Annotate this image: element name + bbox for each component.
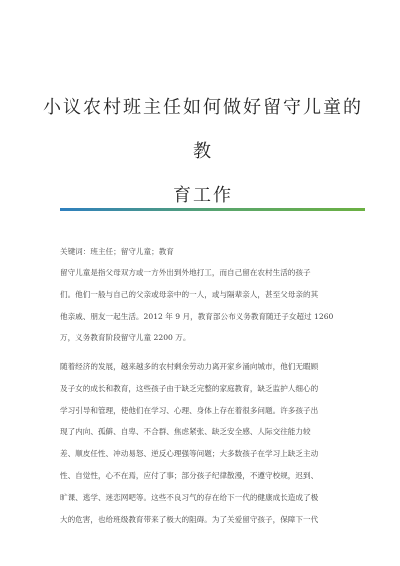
paragraph-line: 大的危害，也给班级教育带来了极大的阻碍。为了关爱留守孩子，保障下一代 — [60, 514, 319, 524]
paragraph-line: 旷课、逃学、迷恋网吧等。这些不良习气的存在给下一代的健康成长造成了极 — [60, 492, 319, 502]
paragraph-line: 留守儿童是指父母双方或一方外出到外地打工，而自己留在农村生活的孩子 — [60, 268, 311, 277]
keywords-line: 关键词：班主任；留守儿童；教育 — [60, 247, 174, 256]
paragraph-line: 们。他们一般与自己的父亲或母亲中的一人，或与隔辈亲人，甚至父母亲的其 — [60, 289, 319, 299]
paragraph-line: 万，义务教育阶段留守儿童 2200 万。 — [60, 333, 191, 343]
paragraph-2 — [60, 356, 360, 530]
paragraph-line: 学习引导和管理，使他们在学习、心理、身体上存在着很多问题。许多孩子出 — [60, 405, 319, 415]
paragraph-line: 性、自觉性，心不在焉，应付了事；部分孩子纪律散漫，不遵守校规，迟到、 — [60, 470, 319, 480]
paragraph-line: 随着经济的发展，越来越多的农村剩余劳动力离开家乡涌向城市，他们无暇顾 — [60, 362, 319, 371]
document-title — [40, 86, 366, 218]
title-divider — [60, 208, 365, 211]
paragraph-line: 差、顺皮任性、冲动易怒、逆反心理强等问题；大多数孩子在学习上缺乏主动 — [60, 449, 319, 459]
title-line-1: 小议农村班主任如何做好留守儿童的教 — [43, 97, 363, 162]
paragraph-line: 他亲戚、朋友一起生活。2012 年 9 月，教育部公布义务教育随迁子女超过 1260 — [60, 311, 334, 321]
paragraph-1 — [60, 262, 360, 349]
title-line-2: 育工作 — [173, 185, 233, 206]
paragraph-line: 现了内向、孤僻、自卑、不合群、焦虑紧张、缺乏安全感、人际交往能力较 — [60, 427, 311, 437]
paragraph-line: 及子女的成长和教育，这些孩子由于缺乏完整的家庭教育，缺乏监护人细心的 — [60, 383, 319, 393]
